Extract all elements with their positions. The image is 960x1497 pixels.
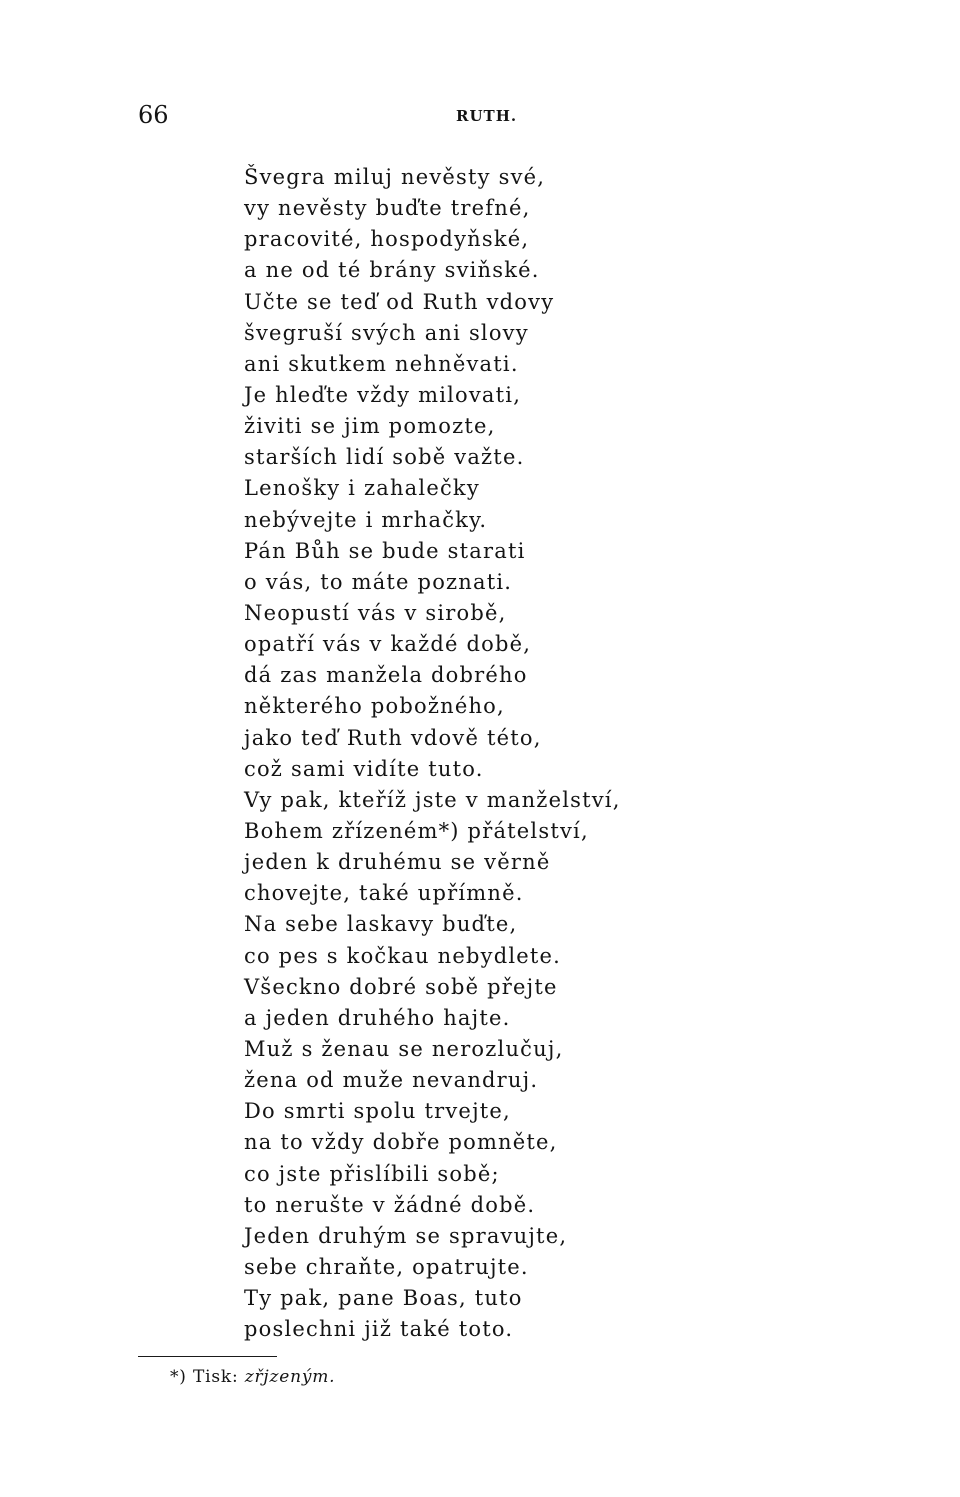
verse-line: švegruší svých ani slovy xyxy=(244,320,529,345)
verse-line: což sami vidíte tuto. xyxy=(244,756,484,781)
verse-line: to nerušte v žádné době. xyxy=(244,1192,536,1217)
verse-line: Muž s ženau se nerozlučuj, xyxy=(244,1036,564,1061)
footnote-reading: zřjzeným. xyxy=(244,1367,336,1387)
verse-line: některého pobožného, xyxy=(244,694,505,719)
verse-line: nebývejte i mrhačky. xyxy=(244,507,488,532)
verse-line: dá zas manžela dobrého xyxy=(244,663,528,688)
footnote xyxy=(170,1365,335,1389)
verse-line: Ty pak, pane Boas, tuto xyxy=(244,1286,523,1311)
running-title: RUTH. xyxy=(456,107,518,125)
verse-line: Jeden druhým se spravujte, xyxy=(244,1223,568,1248)
verse-line: Lenošky i zahalečky xyxy=(244,476,480,501)
verse-line: co pes s kočkau nebydlete. xyxy=(244,943,562,968)
page-number: 66 xyxy=(138,101,169,129)
verse-line: starších lidí sobě važte. xyxy=(244,445,525,470)
verse-line: jeden k druhému se věrně xyxy=(244,850,551,875)
verse-line: poslechni již také toto. xyxy=(244,1317,514,1342)
verse-line: Na sebe laskavy buďte, xyxy=(244,912,518,937)
verse-line: živiti se jim pomozte, xyxy=(244,414,496,439)
verse-line: co jste přislíbili sobě; xyxy=(244,1161,500,1186)
verse-line: Do smrti spolu trvejte, xyxy=(244,1099,511,1124)
verse-line: chovejte, také upřímně. xyxy=(244,881,524,906)
verse-line: na to vždy dobře pomněte, xyxy=(244,1130,558,1155)
footnote-marker: *) xyxy=(170,1367,187,1387)
poem xyxy=(244,162,621,1345)
footnote-label: Tisk: xyxy=(192,1367,239,1387)
verse-line: o vás, to máte poznati. xyxy=(244,569,513,594)
verse-line: sebe chraňte, opatrujte. xyxy=(244,1254,529,1279)
verse-line: Pán Bůh se bude starati xyxy=(244,538,526,563)
verse-line: Neopustí vás v sirobě, xyxy=(244,600,507,625)
verse-line: ani skutkem nehněvati. xyxy=(244,351,519,376)
verse-line: a ne od té brány sviňské. xyxy=(244,258,540,283)
verse-line: Vy pak, kteříž jste v manželství, xyxy=(244,787,621,812)
verse-line: opatří vás v každé době, xyxy=(244,632,532,657)
verse-line: Všeckno dobré sobě přejte xyxy=(244,974,558,999)
verse-line: Švegra miluj nevěsty své, xyxy=(244,165,546,189)
footnote-rule xyxy=(138,1356,277,1357)
verse-line: Učte se teď od Ruth vdovy xyxy=(244,289,555,314)
verse-line: Bohem zřízeném*) přátelství, xyxy=(244,818,589,843)
verse-line: a jeden druhého hajte. xyxy=(244,1005,511,1030)
verse-line: jako teď Ruth vdově této, xyxy=(244,725,542,750)
verse-line: Je hleďte vždy milovati, xyxy=(244,382,522,407)
verse-line: vy nevěsty buďte trefné, xyxy=(244,196,531,221)
verse-line: pracovité, hospodyňské, xyxy=(244,227,530,252)
verse-line: žena od muže nevandruj. xyxy=(244,1068,539,1093)
